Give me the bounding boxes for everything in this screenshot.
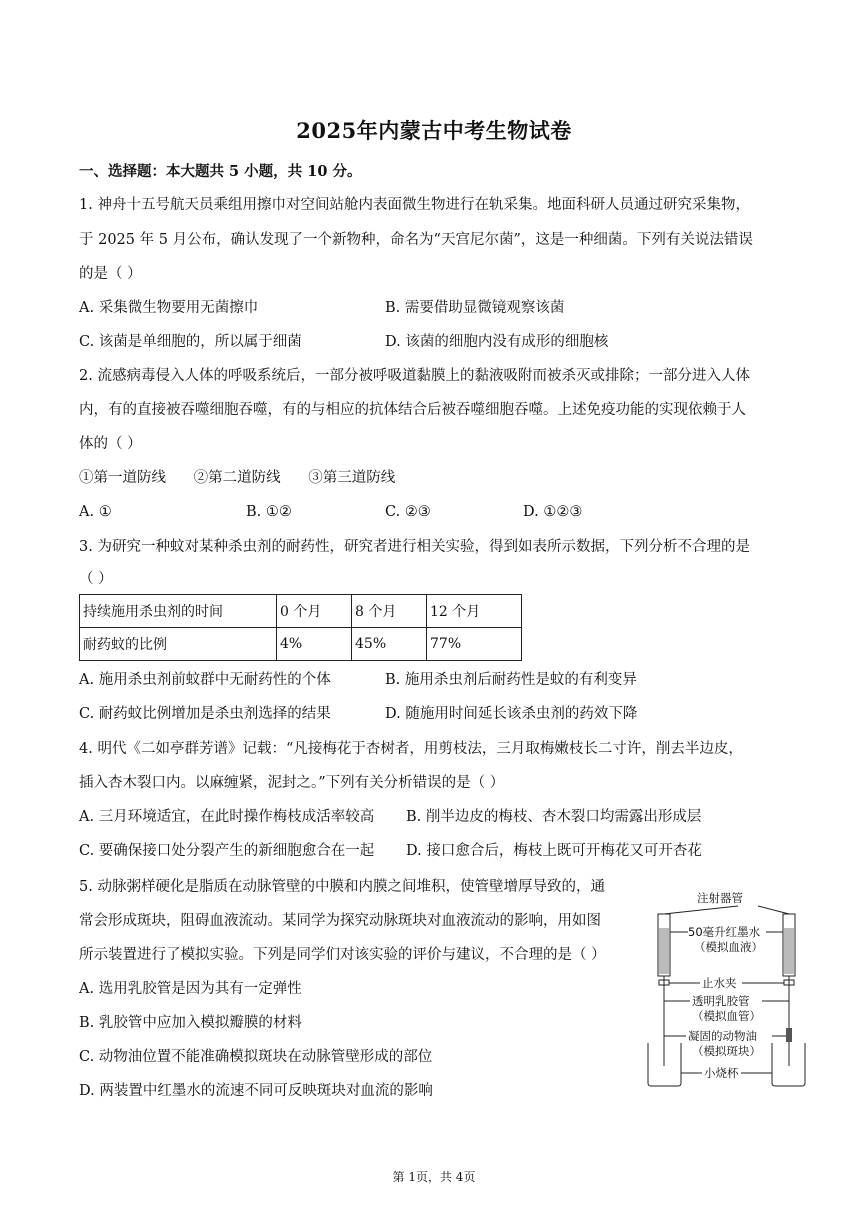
q2-stem-line-2: 内，有的直接被吞噬细胞吞噬，有的与相应的抗体结合后被吞噬细胞吞噬。上述免疫功能的实现依赖于人 [79, 402, 746, 418]
q5-option-b: B. 乳胶管中应加入模拟瓣膜的材料 [79, 1015, 302, 1031]
q1-stem-line-1: 1. 神舟十五号航天员乘组用擦巾对空间站舱内表面微生物进行在轨采集。地面科研人员通过研究采集物， [79, 197, 750, 213]
q1-stem-line-3: 的是（ ） [79, 266, 142, 282]
table-cell: 8 个月 [352, 595, 427, 628]
apparatus-figure [640, 888, 820, 1093]
q4-option-b: B. 削半边皮的梅枝、杏木裂口均需露出形成层 [406, 809, 702, 825]
left-ink [659, 928, 669, 974]
q1-option-c: C. 该菌是单细胞的，所以属于细菌 [79, 334, 302, 350]
q4-option-a: A. 三月环境适宜，在此时操作梅枝成活率较高 [79, 809, 375, 825]
q3-stem-line-2: （ ） [79, 571, 113, 587]
q2-option-c: C. ②③ [385, 504, 431, 520]
q4-option-d: D. 接口愈合后，梅枝上既可开梅花又可开杏花 [406, 843, 702, 859]
q3-option-a: A. 施用杀虫剂前蚊群中无耐药性的个体 [79, 672, 331, 688]
label-ink: 50毫升红墨水 [688, 925, 761, 939]
section-heading: 一、选择题：本大题共 5 小题，共 10 分。 [79, 163, 362, 180]
q3-option-b: B. 施用杀虫剂后耐药性是蚊的有利变异 [385, 672, 637, 688]
label-beaker: 小烧杯 [704, 1066, 739, 1080]
table-row [80, 628, 522, 661]
right-ink [784, 928, 794, 974]
table-cell: 持续施用杀虫剂的时间 [80, 595, 277, 628]
page-footer: 第 1页，共 4页 [392, 1170, 476, 1184]
table-cell: 4% [277, 628, 352, 661]
label-tube-note: （模拟血管） [692, 1009, 761, 1023]
q3-option-d: D. 随施用时间延长该杀虫剂的药效下降 [385, 706, 638, 722]
fat-plaque [786, 1028, 792, 1042]
q2-stem-line-3: 体的（ ） [79, 436, 142, 452]
label-syringe: 注射器管 [697, 891, 743, 905]
label-tube: 透明乳胶管 [692, 994, 750, 1008]
q2-option-d: D. ①②③ [523, 504, 583, 520]
label-oil: 凝固的动物油 [688, 1029, 757, 1043]
q1-stem-line-2: 于 2025 年 5 月公布，确认发现了一个新物种，命名为“天宫尼尔菌”，这是一种细菌。下列有关说法错误 [79, 232, 753, 248]
q2-stem-line-1: 2. 流感病毒侵入人体的呼吸系统后，一部分被呼吸道黏膜上的黏液吸附而被杀灭或排除；一部分进入人体 [79, 368, 750, 384]
q5-option-c: C. 动物油位置不能准确模拟斑块在动脉管壁形成的部位 [79, 1049, 433, 1065]
label-oil-note: （模拟斑块） [692, 1044, 761, 1058]
q5-stem-line-3: 所示装置进行了模拟实验。下列是同学们对该实验的评价与建议，不合理的是（ ） [79, 947, 606, 963]
q2-option-a: A. ① [79, 504, 112, 520]
q5-stem-line-1: 5. 动脉粥样硬化是脂质在动脉管壁的中膜和内膜之间堆积，使管壁增厚导致的，通 [79, 879, 605, 895]
q4-stem-line-2: 插入杏木裂口内。以麻缠紧，泥封之。”下列有关分析错误的是（ ） [79, 775, 505, 791]
q5-option-d: D. 两装置中红墨水的流速不同可反映斑块对血流的影响 [79, 1083, 433, 1099]
q1-option-a: A. 采集微生物要用无菌擦巾 [79, 300, 259, 316]
q4-stem-line-1: 4. 明代《二如亭群芳谱》记载：“凡接梅花于杏树者，用剪枝法，三月取梅嫩枝长二寸许，削去半边皮， [79, 741, 743, 757]
q2-option-b: B. ①② [246, 504, 292, 520]
q5-option-a: A. 选用乳胶管是因为其有一定弹性 [79, 981, 302, 997]
table-cell: 45% [352, 628, 427, 661]
q2-items: ①第一道防线 ②第二道防线 ③第三道防线 [79, 470, 396, 486]
q1-option-d: D. 该菌的细胞内没有成形的细胞核 [385, 334, 609, 350]
q5-stem-line-2: 常会形成斑块，阻碍血液流动。某同学为探究动脉斑块对血液流动的影响，用如图 [79, 913, 601, 929]
q3-stem-line-1: 3. 为研究一种蚊对某种杀虫剂的耐药性，研究者进行相关实验，得到如表所示数据，下列分析不合理的是 [79, 539, 750, 555]
q3-option-c: C. 耐药蚊比例增加是杀虫剂选择的结果 [79, 706, 331, 722]
resistance-table [79, 594, 522, 661]
table-cell: 耐药蚊的比例 [80, 628, 277, 661]
q4-option-c: C. 要确保接口处分裂产生的新细胞愈合在一起 [79, 843, 375, 859]
page-title: 2025年内蒙古中考生物试卷 [296, 118, 572, 143]
table-row [80, 595, 522, 628]
table-cell: 12 个月 [427, 595, 522, 628]
q1-option-b: B. 需要借助显微镜观察该菌 [385, 300, 565, 316]
table-cell: 77% [427, 628, 522, 661]
label-ink-note: （模拟血液） [694, 940, 763, 954]
label-clamp: 止水夹 [702, 976, 737, 990]
table-cell: 0 个月 [277, 595, 352, 628]
